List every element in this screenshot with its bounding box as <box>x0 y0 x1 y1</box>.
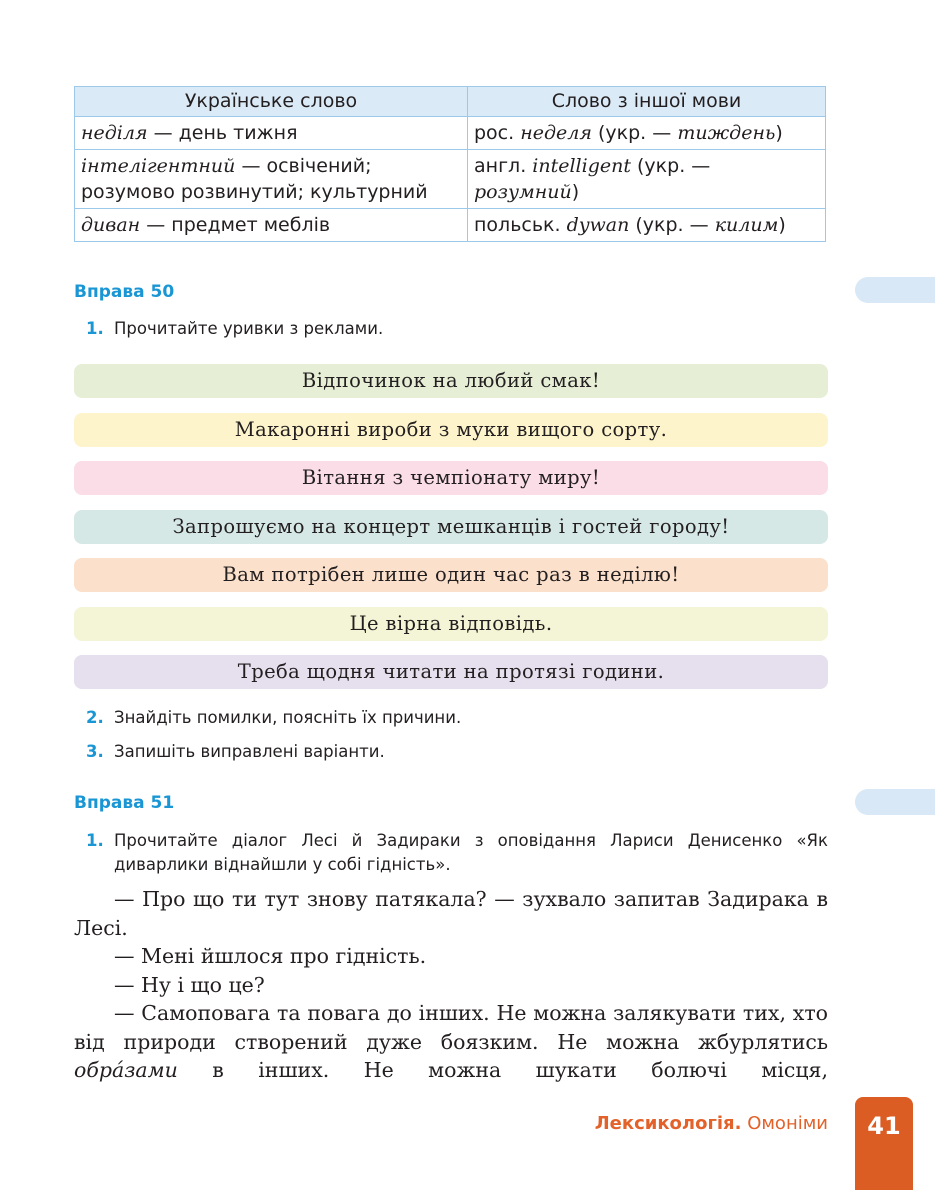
foreign-word-cell <box>468 150 826 209</box>
task-text: Знайдіть помилки, поясніть їх причини. <box>114 708 462 727</box>
ukrainian-word-cell <box>75 117 468 150</box>
translation-prefix: (укр. — <box>630 155 711 177</box>
section-name: Лексикологія. <box>594 1113 742 1134</box>
task-text: Прочитайте уривки з реклами. <box>114 319 384 338</box>
table-row <box>75 150 826 209</box>
task-number: 3. <box>86 742 104 761</box>
side-tab-marker <box>855 277 935 303</box>
dialogue-fragment: — Самоповага та повага до інших. Не можна залякувати тих, хто від природи створений дуже боязким. Не можна жбурлятись <box>74 1001 828 1054</box>
ukrainian-definition: — предмет меблів <box>140 214 331 236</box>
ad-text: Макаронні вироби з муки вищого сорту. <box>234 418 668 441</box>
ukrainian-word: неділя <box>81 122 148 144</box>
ad-snippet-5 <box>74 558 828 592</box>
ad-text: Це вірна відповідь. <box>349 612 553 635</box>
foreign-word-cell <box>468 117 826 150</box>
exercise-50-title: Вправа 50 <box>74 282 175 302</box>
ad-text: Вітання з чемпіонату миру! <box>301 466 601 489</box>
foreign-word-cell <box>468 209 826 242</box>
foreign-word: неделя <box>520 122 592 144</box>
ukrainian-word-cell <box>75 150 468 209</box>
language-label: рос. <box>474 122 521 144</box>
ad-snippet-4 <box>74 510 828 544</box>
ad-text: Відпочинок на любий смак! <box>301 369 601 392</box>
exercise-50-task-3 <box>86 740 828 764</box>
table-header-row <box>75 87 826 117</box>
ad-snippet-7 <box>74 655 828 689</box>
ad-snippet-1 <box>74 364 828 398</box>
task-number: 2. <box>86 708 104 727</box>
ad-snippet-3 <box>74 461 828 495</box>
page-number: 41 <box>855 1097 913 1190</box>
dialogue-text <box>74 885 828 1085</box>
ukrainian-word: інтелігентний <box>81 155 236 177</box>
ad-snippet-6 <box>74 607 828 641</box>
task-number: 1. <box>86 319 104 338</box>
exercise-51-task-1 <box>86 829 828 877</box>
ukrainian-word-cell <box>75 209 468 242</box>
translation-suffix: ) <box>778 214 786 236</box>
running-footer <box>595 1113 828 1134</box>
translation-word: килим <box>714 214 779 236</box>
foreign-word: dywan <box>566 214 630 236</box>
dialogue-line: — Ну і що це? <box>114 972 265 997</box>
translation-suffix: ) <box>775 122 783 144</box>
dialogue-fragment: в інших. Не можна шукати болючі місця, <box>177 1058 828 1082</box>
ad-snippet-2 <box>74 413 828 447</box>
ad-text: Запрошуємо на концерт мешканців і гостей городу! <box>172 515 730 538</box>
ukrainian-definition: — освічений; розумово розвинутий; культурний <box>81 155 428 203</box>
language-label: польськ. <box>474 214 567 236</box>
side-tab-marker <box>855 789 935 815</box>
table-row <box>75 117 826 150</box>
ad-text: Вам потрібен лише один час раз в неділю! <box>222 563 680 586</box>
translation-word: тиждень <box>677 122 776 144</box>
table-row <box>75 209 826 242</box>
emphasized-word: обрáзами <box>74 1058 178 1082</box>
header-ukrainian-word: Українське слово <box>75 87 468 117</box>
dialogue-line: — Про що ти тут знову патякала? — зухвало запитав Задирака в Лесі. <box>74 887 828 940</box>
header-foreign-word: Слово з іншої мови <box>468 87 826 117</box>
translation-word: розумний <box>474 181 572 203</box>
ukrainian-definition: — день тижня <box>147 122 298 144</box>
dialogue-line: — Мені йшлося про гідність. <box>114 944 427 968</box>
topic-name: Омоніми <box>747 1113 828 1134</box>
task-text: Запишіть виправлені варіанти. <box>114 742 385 761</box>
exercise-51-title: Вправа 51 <box>74 793 175 813</box>
ukrainian-word: диван <box>81 214 141 236</box>
language-label: англ. <box>474 155 533 177</box>
vocabulary-table <box>74 86 826 242</box>
task-text: Прочитайте діалог Лесі й Задираки з оповідання Лариси Денисенко «Як диварлики віднайшли у собі гідність». <box>114 831 828 874</box>
translation-prefix: (укр. — <box>591 122 678 144</box>
dialogue-line <box>74 999 828 1085</box>
exercise-50-task-2 <box>86 706 828 730</box>
foreign-word: intelligent <box>532 155 631 177</box>
task-number: 1. <box>86 831 104 850</box>
translation-prefix: (укр. — <box>629 214 715 236</box>
translation-suffix: ) <box>571 181 580 203</box>
ad-text: Треба щодня читати на протязі години. <box>237 660 665 683</box>
exercise-50-task-1 <box>86 317 828 341</box>
